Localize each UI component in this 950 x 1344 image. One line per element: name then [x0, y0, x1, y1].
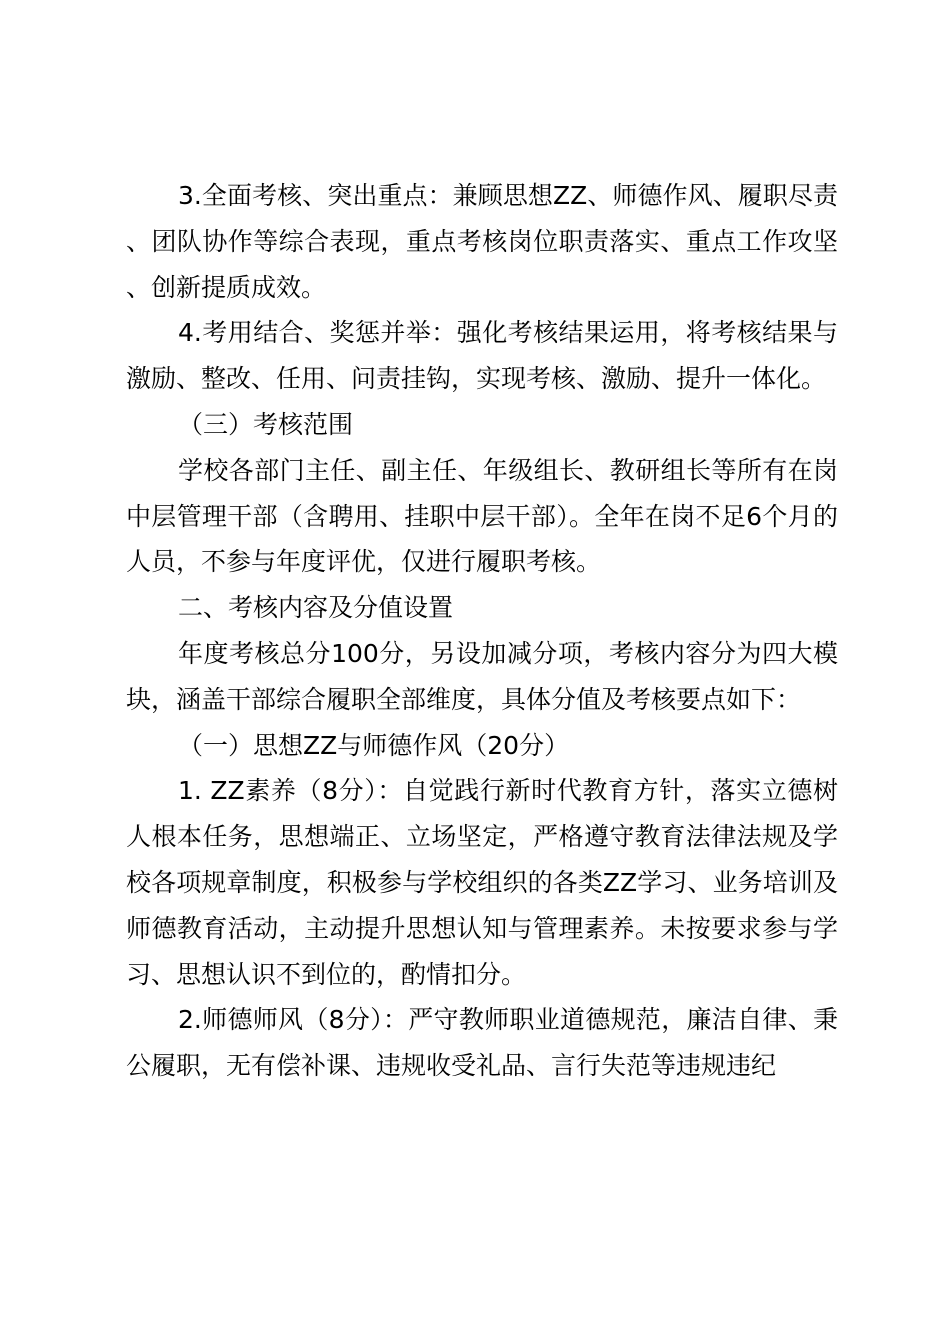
paragraph-total-score: 年度考核总分100分，另设加减分项，考核内容分为四大模块，涵盖干部综合履职全部维度，具体分值及考核要点如下：	[126, 638, 838, 714]
paragraph-scope: 学校各部门主任、副主任、年级组长、教研组长等所有在岗中层管理干部（含聘用、挂职中层干部）。全年在岗不足6个月的人员，不参与年度评优，仅进行履职考核。	[126, 455, 838, 577]
paragraph-principle-3: 3.全面考核、突出重点：兼顾思想ZZ、师德作风、履职尽责、团队协作等综合表现，重点考核岗位职责落实、重点工作攻坚、创新提质成效。	[126, 181, 838, 302]
subsection-heading-ethics: （一）思想ZZ与师德作风（20分）	[178, 730, 570, 760]
document-body	[126, 173, 838, 1089]
paragraph-teacher-ethics: 2.师德师风（8分）：严守教师职业道德规范，廉洁自律、秉公履职，无有偿补课、违规收受礼品、言行失范等违规违纪	[126, 1005, 838, 1081]
paragraph-principle-4: 4.考用结合、奖惩并举：强化考核结果运用，将考核结果与激励、整改、任用、问责挂钩，实现考核、激励、提升一体化。	[126, 318, 838, 394]
paragraph-political-literacy: 1. ZZ素养（8分）：自觉践行新时代教育方针，落实立德树人根本任务，思想端正、立场坚定，严格遵守教育法律法规及学校各项规章制度，积极参与学校组织的各类ZZ学习、业务培训及师德教育活动，主动提升思想认知与管理素养。未按要求参与学习、思想认识不到位的，酌情扣分。	[126, 776, 838, 989]
section-heading-content: 二、考核内容及分值设置	[178, 593, 454, 623]
section-heading-scope: （三）考核范围	[178, 409, 354, 439]
